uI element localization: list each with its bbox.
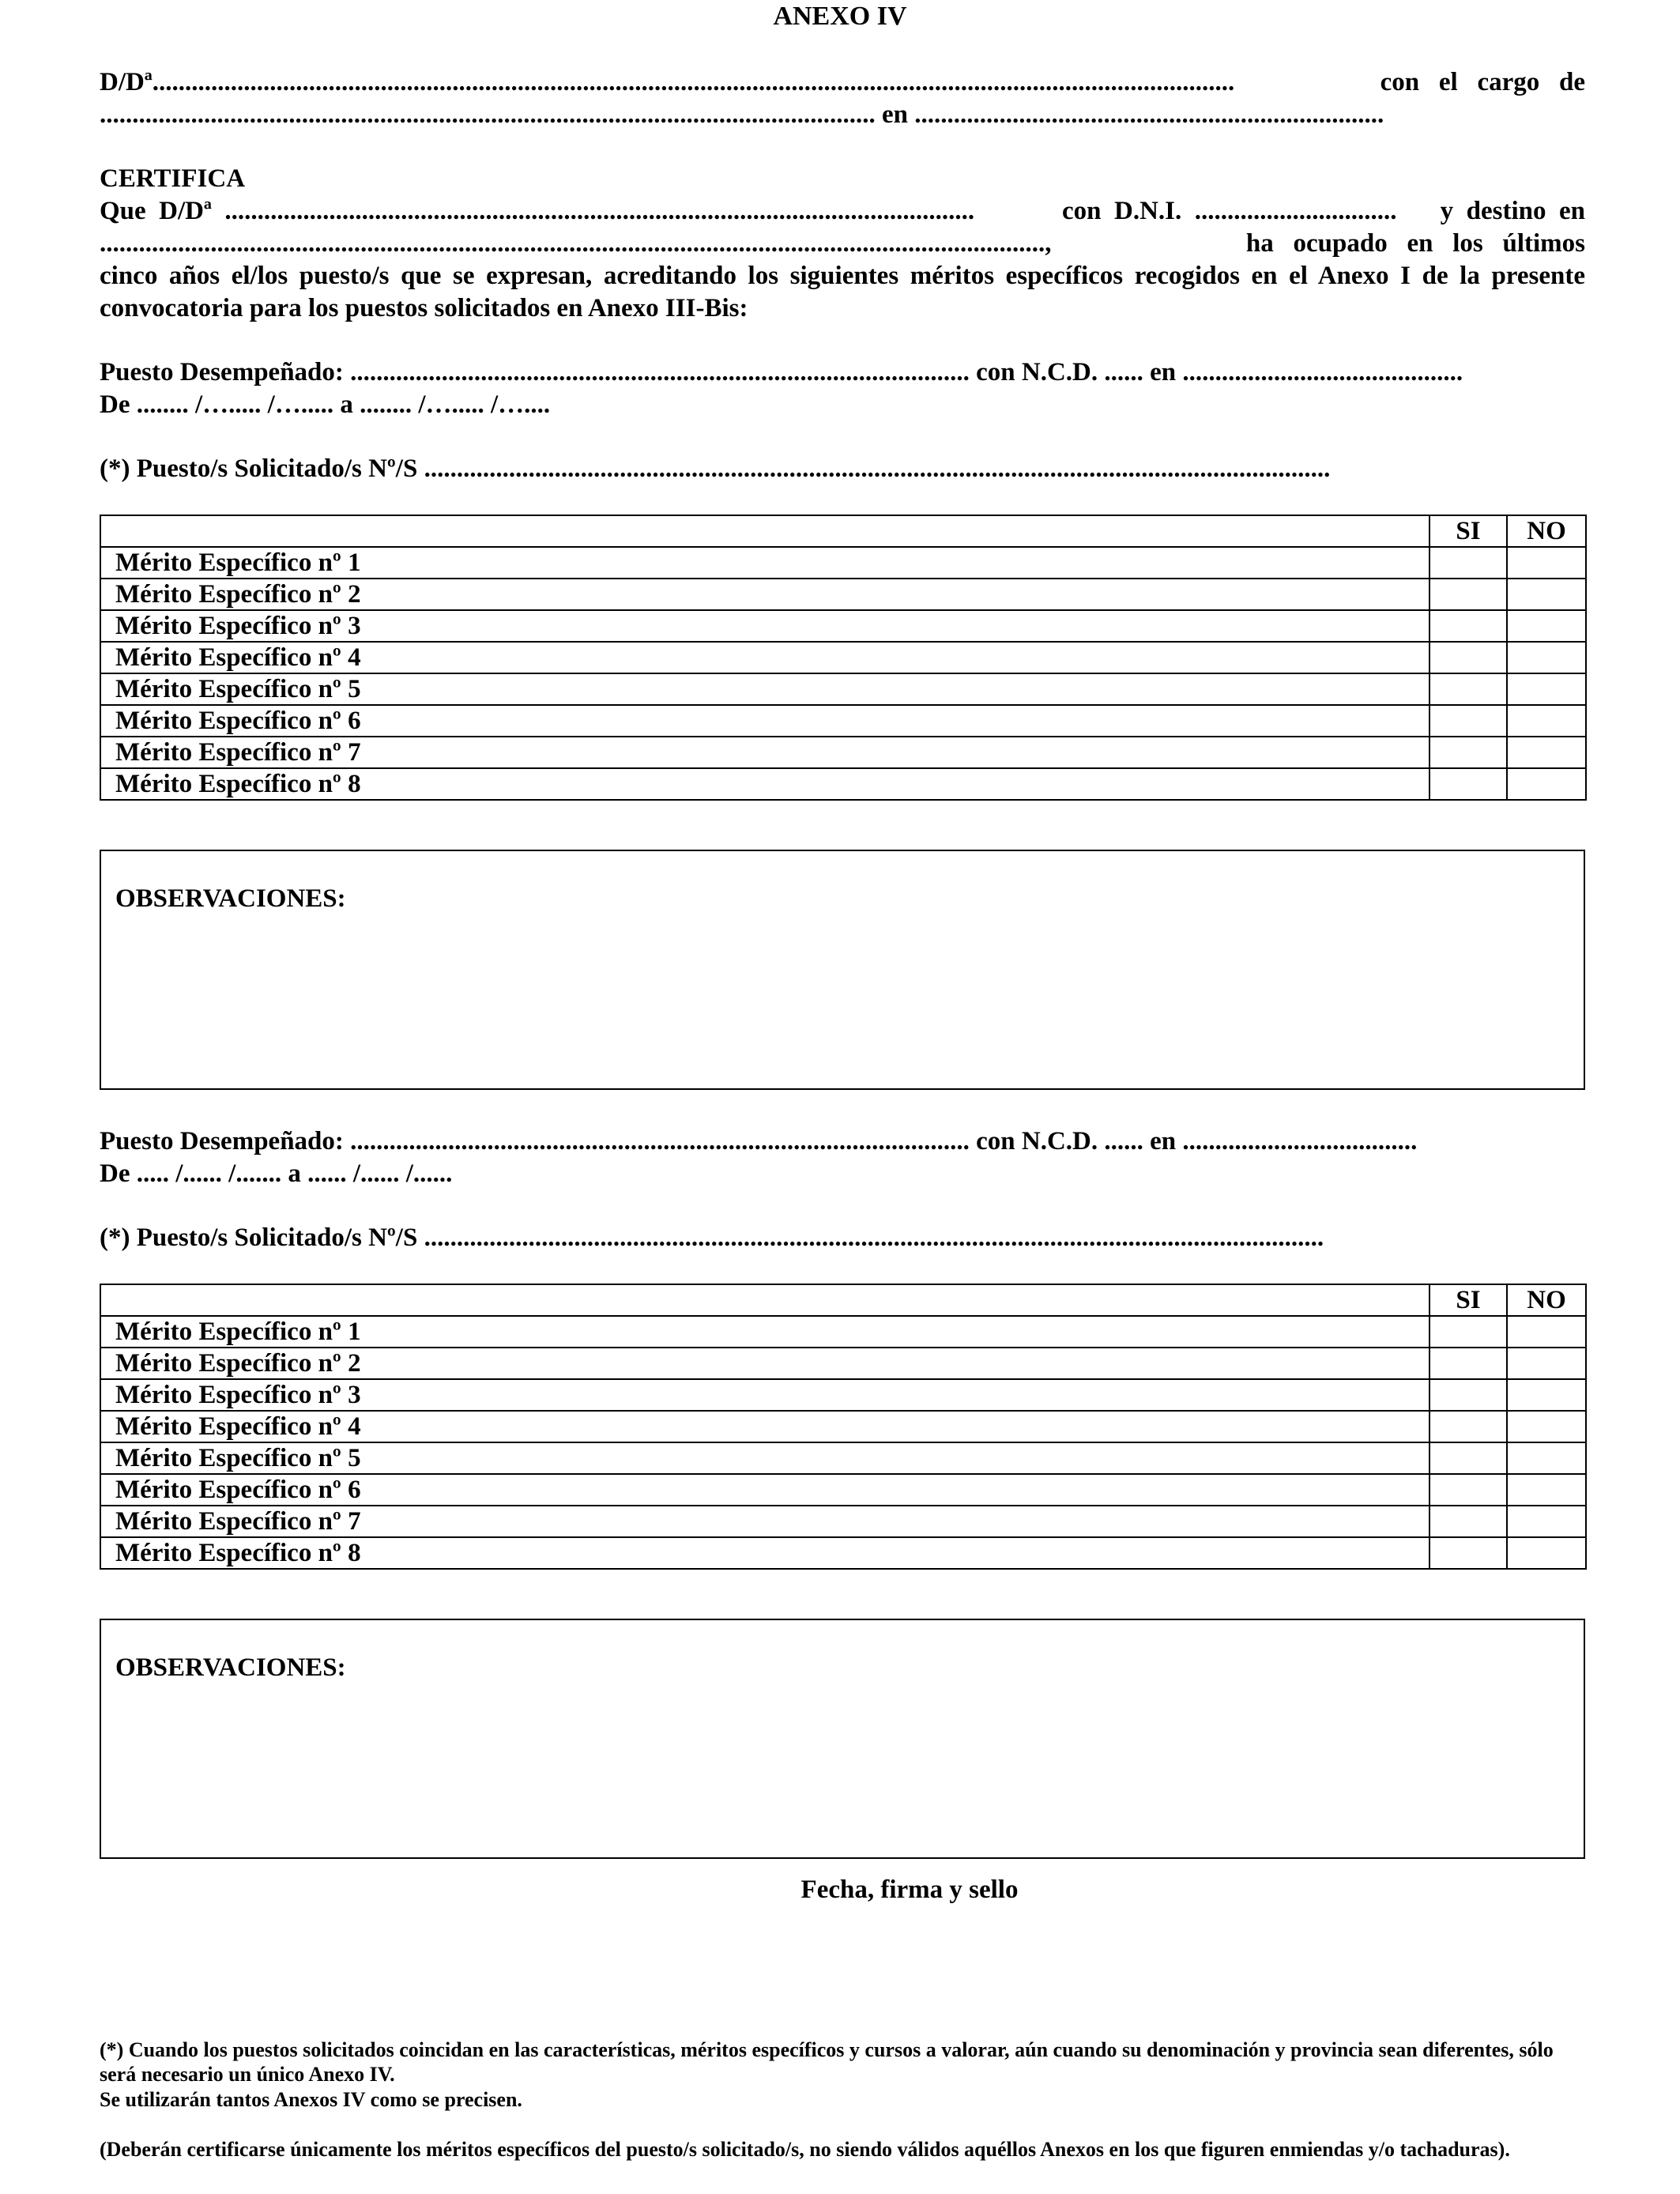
- si-checkbox-cell[interactable]: [1430, 547, 1507, 579]
- column-header-si: SI: [1430, 515, 1507, 547]
- certifica-line-3: cinco años el/los puesto/s que se expresan, acreditando los siguientes méritos específicos recogidos en el Anexo I de la presente: [100, 263, 1585, 289]
- footnote-1: (*) Cuando los puestos solicitados coincidan en las características, méritos específicos y cursos a valorar, aún cuando su denominación y provincia sean diferentes, sólo será necesario un único Anexo IV.: [100, 2038, 1554, 2086]
- merit-label: Mérito Específico nº 8: [100, 1537, 1430, 1569]
- no-checkbox-cell[interactable]: [1507, 642, 1586, 673]
- no-checkbox-cell[interactable]: [1507, 1474, 1586, 1506]
- si-checkbox-cell[interactable]: [1430, 642, 1507, 673]
- no-checkbox-cell[interactable]: [1507, 705, 1586, 737]
- header-empty-cell: [100, 515, 1430, 547]
- document-title: ANEXO IV: [773, 2, 907, 31]
- no-checkbox-cell[interactable]: [1507, 1442, 1586, 1474]
- certifica-line-2: [100, 231, 1585, 259]
- no-checkbox-cell[interactable]: [1507, 768, 1586, 800]
- intro-line-2[interactable]: ....................................................................................................................... en ........................................................................: [100, 102, 1384, 128]
- table-row: [100, 1411, 1586, 1442]
- table-row: [100, 768, 1586, 800]
- si-checkbox-cell[interactable]: [1430, 1474, 1507, 1506]
- merit-label: Mérito Específico nº 2: [100, 1348, 1430, 1379]
- merit-label: Mérito Específico nº 4: [100, 1411, 1430, 1442]
- puesto-desempenado-line[interactable]: Puesto Desempeñado: ............................................................................................... con N.C.D. ...... en ...........................................: [100, 360, 1463, 386]
- no-checkbox-cell[interactable]: [1507, 579, 1586, 610]
- merit-label: Mérito Específico nº 5: [100, 1442, 1430, 1474]
- footnote-2: Se utilizarán tantos Anexos IV como se precisen.: [100, 2088, 522, 2111]
- merit-label: Mérito Específico nº 6: [100, 705, 1430, 737]
- table-row: [100, 705, 1586, 737]
- intro-line-1: [100, 70, 1585, 98]
- no-checkbox-cell[interactable]: [1507, 1316, 1586, 1348]
- merit-label: Mérito Específico nº 1: [100, 547, 1430, 579]
- table-row: [100, 547, 1586, 579]
- signature-label: Fecha, firma y sello: [800, 1875, 1019, 1904]
- certifica-destino-field[interactable]: .................................................................................................................................................,: [100, 231, 1052, 257]
- certifica-ocupado-label: ha ocupado en los últimos: [1245, 231, 1585, 258]
- no-checkbox-cell[interactable]: [1507, 1506, 1586, 1537]
- si-checkbox-cell[interactable]: [1430, 1411, 1507, 1442]
- si-checkbox-cell[interactable]: [1430, 1506, 1507, 1537]
- table-row: [100, 610, 1586, 642]
- intro-name-field[interactable]: D/Dª......................................................................................................................................................................: [100, 70, 1235, 96]
- table-header-row: [100, 1284, 1586, 1316]
- si-checkbox-cell[interactable]: [1430, 610, 1507, 642]
- table-row: [100, 737, 1586, 768]
- certifica-heading: CERTIFICA: [100, 166, 246, 192]
- intro-cargo-label: con el cargo de: [1380, 70, 1585, 96]
- merit-label: Mérito Específico nº 6: [100, 1474, 1430, 1506]
- puesto-desempenado-line[interactable]: Puesto Desempeñado: ............................................................................................... con N.C.D. ...... en ....................................: [100, 1129, 1418, 1155]
- column-header-si: SI: [1430, 1284, 1507, 1316]
- observaciones-label: OBSERVACIONES:: [115, 1653, 346, 1682]
- table-row: [100, 1506, 1586, 1537]
- no-checkbox-cell[interactable]: [1507, 1537, 1586, 1569]
- merit-label: Mérito Específico nº 8: [100, 768, 1430, 800]
- merit-label: Mérito Específico nº 5: [100, 673, 1430, 705]
- si-checkbox-cell[interactable]: [1430, 579, 1507, 610]
- table-row: [100, 1379, 1586, 1411]
- certifica-destino-label: y destino en: [1440, 198, 1585, 225]
- si-checkbox-cell[interactable]: [1430, 1348, 1507, 1379]
- table-header-row: [100, 515, 1586, 547]
- table-row: [100, 1474, 1586, 1506]
- no-checkbox-cell[interactable]: [1507, 547, 1586, 579]
- merit-label: Mérito Específico nº 7: [100, 1506, 1430, 1537]
- observaciones-label: OBSERVACIONES:: [115, 884, 346, 913]
- certifica-line-4: convocatoria para los puestos solicitados en Anexo III-Bis:: [100, 296, 748, 322]
- date-range-line[interactable]: De ..... /...... /....... a ...... /...... /......: [100, 1161, 453, 1187]
- si-checkbox-cell[interactable]: [1430, 705, 1507, 737]
- si-checkbox-cell[interactable]: [1430, 673, 1507, 705]
- table-row: [100, 1348, 1586, 1379]
- si-checkbox-cell[interactable]: [1430, 1442, 1507, 1474]
- no-checkbox-cell[interactable]: [1507, 1411, 1586, 1442]
- table-row: [100, 579, 1586, 610]
- no-checkbox-cell[interactable]: [1507, 1348, 1586, 1379]
- certifica-dni-field[interactable]: con D.N.I. ...............................: [1062, 198, 1397, 225]
- merit-label: Mérito Específico nº 3: [100, 610, 1430, 642]
- si-checkbox-cell[interactable]: [1430, 1537, 1507, 1569]
- merits-table: [100, 515, 1587, 801]
- table-row: [100, 1316, 1586, 1348]
- observaciones-box[interactable]: [100, 850, 1585, 1090]
- merit-label: Mérito Específico nº 1: [100, 1316, 1430, 1348]
- merit-label: Mérito Específico nº 2: [100, 579, 1430, 610]
- si-checkbox-cell[interactable]: [1430, 768, 1507, 800]
- certifica-name-field[interactable]: Que D/Dª ...................................................................................................................: [100, 198, 975, 224]
- table-row: [100, 1442, 1586, 1474]
- header-empty-cell: [100, 1284, 1430, 1316]
- puesto-solicitado-line[interactable]: (*) Puesto/s Solicitado/s Nº/S ...........................................................................................................................................: [100, 456, 1331, 482]
- merit-label: Mérito Específico nº 3: [100, 1379, 1430, 1411]
- footnote-3: (Deberán certificarse únicamente los méritos específicos del puesto/s solicitado/s, no siendo válidos aquéllos Anexos en los que figuren enmiendas y/o tachaduras).: [100, 2138, 1510, 2161]
- observaciones-box[interactable]: [100, 1619, 1585, 1859]
- si-checkbox-cell[interactable]: [1430, 1316, 1507, 1348]
- no-checkbox-cell[interactable]: [1507, 1379, 1586, 1411]
- column-header-no: NO: [1507, 515, 1586, 547]
- table-row: [100, 1537, 1586, 1569]
- merit-label: Mérito Específico nº 4: [100, 642, 1430, 673]
- certifica-line-1: [100, 198, 1585, 227]
- si-checkbox-cell[interactable]: [1430, 1379, 1507, 1411]
- si-checkbox-cell[interactable]: [1430, 737, 1507, 768]
- merit-label: Mérito Específico nº 7: [100, 737, 1430, 768]
- no-checkbox-cell[interactable]: [1507, 610, 1586, 642]
- table-row: [100, 673, 1586, 705]
- puesto-solicitado-line[interactable]: (*) Puesto/s Solicitado/s Nº/S ..........................................................................................................................................: [100, 1225, 1324, 1251]
- date-range-line[interactable]: De ........ /…..... /…..... a ........ /…..... /…....: [100, 392, 551, 418]
- no-checkbox-cell[interactable]: [1507, 673, 1586, 705]
- column-header-no: NO: [1507, 1284, 1586, 1316]
- merits-table: [100, 1284, 1587, 1570]
- table-row: [100, 642, 1586, 673]
- no-checkbox-cell[interactable]: [1507, 737, 1586, 768]
